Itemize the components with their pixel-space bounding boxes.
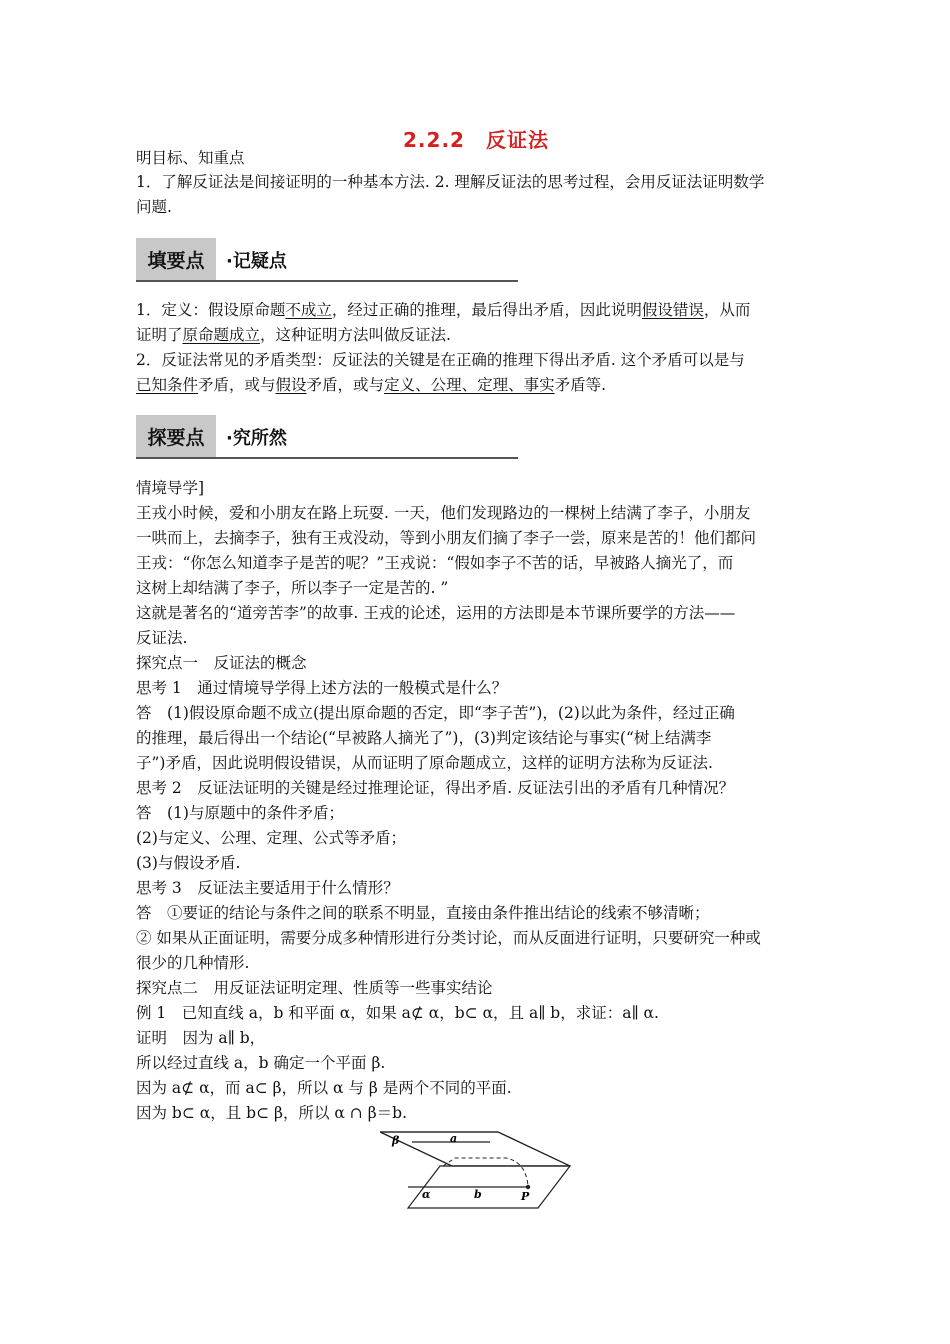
planes-figure	[380, 1130, 580, 1214]
text-line: 探究点二 用反证法证明定理、性质等一些事实结论	[136, 979, 493, 997]
objectives-line-1: 1．了解反证法是间接证明的一种基本方法. 2. 理解反证法的思考过程，会用反证法证明数学	[136, 173, 765, 191]
objectives-line-2: 问题.	[136, 198, 172, 216]
underlined-term: 假设错误	[641, 301, 704, 319]
text-line: 王戎小时候，爱和小朋友在路上玩耍. 一天，他们发现路边的一棵树上结满了李子，小朋友	[136, 504, 751, 522]
text-line: 探究点一 反证法的概念	[136, 654, 307, 672]
text-line: 思考 2 反证法证明的关键是经过推理论证，得出矛盾. 反证法引出的矛盾有几种情况？	[136, 779, 735, 797]
page-title: 2.2.2 反证法	[403, 128, 549, 152]
point-p	[526, 1185, 530, 1189]
plane-beta-outline	[380, 1132, 570, 1166]
text-line: 答 (1)与原题中的条件矛盾；	[136, 804, 344, 822]
label-b: b	[474, 1188, 482, 1201]
section-subtitle: ·究所然	[226, 428, 287, 449]
underlined-term: 定义、公理、定理、事实	[384, 376, 555, 394]
proof-line: 证明 因为 a∥ b，	[136, 1029, 266, 1047]
text-line: 这树上却结满了李子，所以李子一定是苦的. ”	[136, 579, 449, 597]
text-line: 子”)矛盾，因此说明假设错误，从而证明了原命题成立，这样的证明方法称为反证法.	[136, 754, 713, 772]
underlined-term: 假设	[275, 376, 307, 394]
contradiction-types-line-2: 已知条件矛盾，或与假设矛盾，或与定义、公理、定理、事实矛盾等.	[136, 376, 607, 394]
text-line: 王戎：“你怎么知道李子是苦的呢？”王戎说：“假如李子不苦的话，早被路人摘光了，而	[136, 554, 734, 572]
text-line: 一哄而上，去摘李子，独有王戎没动，等到小朋友们摘了李子一尝，原来是苦的！他们都问	[136, 529, 757, 547]
proof-line: 因为 a⊄ α，而 a⊂ β，所以 α 与 β 是两个不同的平面.	[136, 1079, 512, 1097]
section-tag: 探要点	[136, 415, 216, 457]
example-statement: 例 1 已知直线 a，b 和平面 α，如果 a⊄ α，b⊂ α，且 a∥ b，求证：a∥ α.	[136, 1004, 659, 1022]
text-line: (2)与定义、公理、定理、公式等矛盾；	[136, 829, 406, 847]
underlined-term: 已知条件	[136, 376, 199, 394]
section-banner-explore-points	[136, 415, 518, 459]
definition-line-1: 1．定义：假设原命题不成立，经过正确的推理，最后得出矛盾，因此说明假设错误，从而	[136, 301, 751, 319]
objectives-heading: 明目标、知重点	[136, 149, 245, 167]
text-line: 这就是著名的“道旁苦李”的故事. 王戎的论述，运用的方法即是本节课所要学的方法——	[136, 604, 736, 622]
text-line: 反证法.	[136, 629, 188, 647]
plane-beta	[380, 1132, 570, 1166]
text-line: 思考 3 反证法主要适用于什么情形？	[136, 879, 399, 897]
underlined-term: 原命题成立	[182, 326, 261, 344]
section-subtitle: ·记疑点	[226, 251, 287, 272]
label-alpha: α	[422, 1188, 431, 1201]
text-line: 很少的几种情形.	[136, 954, 250, 972]
text-line: 情境导学]	[136, 479, 205, 497]
text-line: ② 如果从正面证明，需要分成多种情形进行分类讨论，而从反面进行证明，只要研究一种或	[136, 929, 761, 947]
text-line: 的推理，最后得出一个结论(“早被路人摘光了”)，(3)判定该结论与事实(“树上结满李	[136, 729, 712, 747]
text-line: 答 (1)假设原命题不成立(提出原命题的否定，即“李子苦”)，(2)以此为条件，经过正确	[136, 704, 735, 722]
contradiction-types-line-1: 2．反证法常见的矛盾类型：反证法的关键是在正确的推理下得出矛盾. 这个矛盾可以是与	[136, 351, 745, 369]
proof-line: 因为 b⊂ α，且 b⊂ β，所以 α ∩ β＝b.	[136, 1104, 408, 1122]
text-line: 答 ①要证的结论与条件之间的联系不明显，直接由条件推出结论的线索不够清晰；	[136, 904, 710, 922]
underlined-term: 不成立	[285, 301, 332, 319]
section-tag: 填要点	[136, 238, 216, 280]
text-line: (3)与假设矛盾.	[136, 854, 241, 872]
label-a: a	[450, 1132, 458, 1145]
label-beta: β	[392, 1134, 400, 1147]
proof-line: 所以经过直线 a，b 确定一个平面 β.	[136, 1054, 386, 1072]
section-banner-fill-key-points	[136, 238, 518, 282]
definition-line-2: 证明了原命题成立，这种证明方法叫做反证法.	[136, 326, 451, 344]
label-p: P	[521, 1190, 530, 1203]
text-line: 思考 1 通过情境导学得上述方法的一般模式是什么？	[136, 679, 508, 697]
